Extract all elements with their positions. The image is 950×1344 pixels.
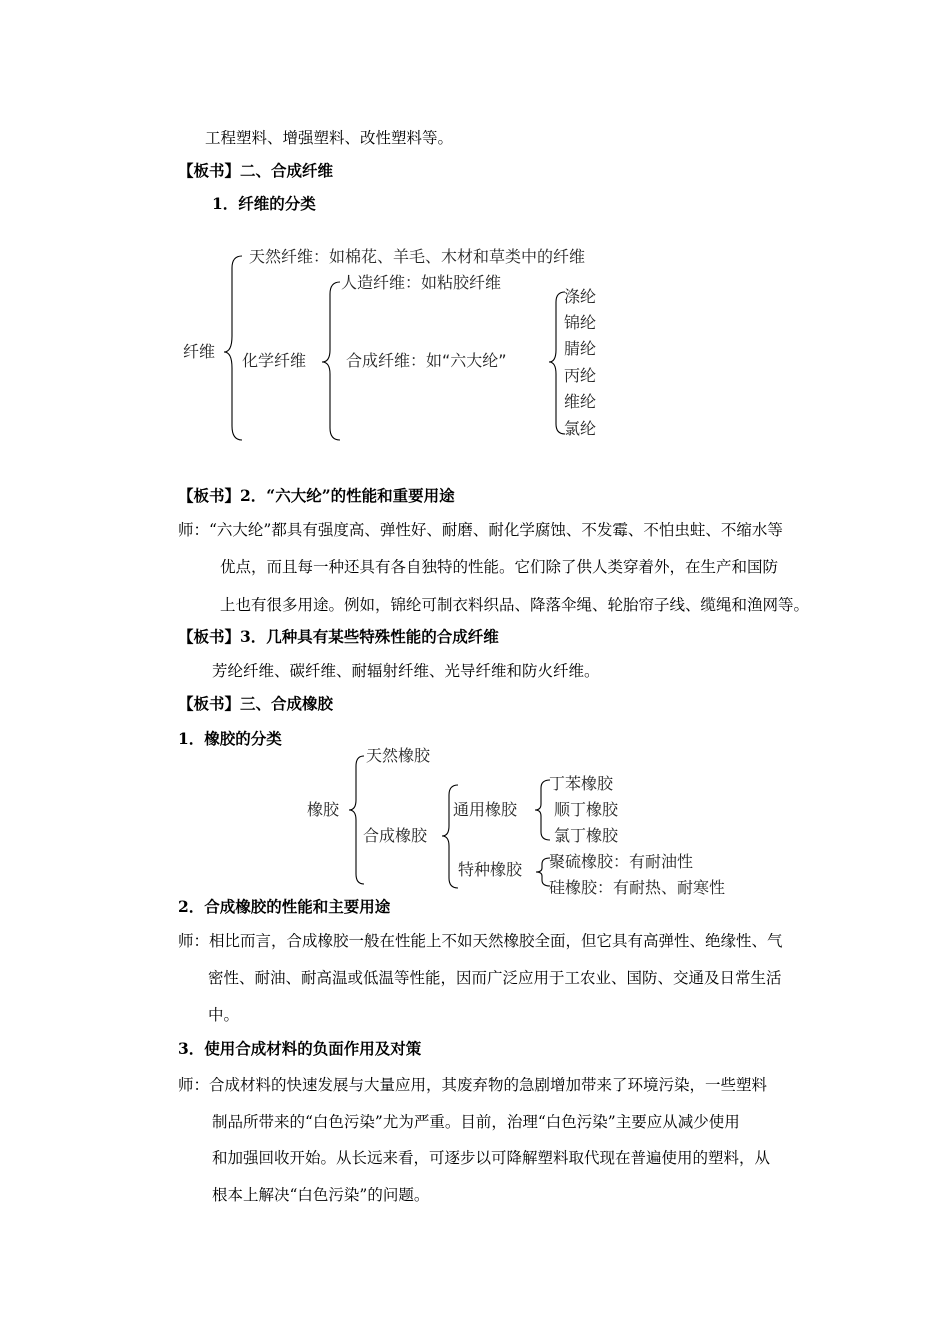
six-fiber-item: 涤纶 [564,287,597,306]
general-rubber-label: 通用橡胶 [453,800,518,819]
general-rubber-item: 氯丁橡胶 [554,826,619,845]
paragraph-special-fibers: 芳纶纤维、碳纤维、耐辐射纤维、光导纤维和防火纤维。 [212,662,600,680]
natural-rubber-label: 天然橡胶 [366,746,431,765]
special-rubber-item: 硅橡胶：有耐热、耐寒性 [549,878,726,897]
heading-synthetic-rubber: 【板书】三、合成橡胶 [178,694,334,713]
rubber-main-brace [349,756,364,884]
paragraph-negative-1: 师：合成材料的快速发展与大量应用，其废弃物的急剧增加带来了环境污染，一些塑料 [178,1076,768,1094]
six-fiber-item: 锦纶 [564,313,597,332]
paragraph-rubber-1: 师：相比而言，合成橡胶一般在性能上不如天然橡胶全面，但它具有高弹性、绝缘性、气 [178,932,783,950]
general-rubber-item: 丁苯橡胶 [549,774,614,793]
heading-rubber-performance: 2．合成橡胶的性能和主要用途 [178,897,391,916]
fiber-root-label: 纤维 [183,342,216,361]
text-engineering-plastics: 工程塑料、增强塑料、改性塑料等。 [205,129,454,147]
six-fiber-item: 氯纶 [564,419,597,438]
heading-six-fibers: 【板书】2．“六大纶”的性能和重要用途 [178,486,455,505]
synthetic-rubber-label: 合成橡胶 [363,826,428,845]
paragraph-six-fibers-2: 优点，而且每一种还具有各自独特的性能。它们除了供人类穿着外，在生产和国防 [220,558,779,576]
six-fiber-item: 维纶 [564,392,597,411]
general-rubber-item: 顺丁橡胶 [554,800,619,819]
chemical-fiber-label: 化学纤维 [242,351,307,370]
natural-fiber-label: 天然纤维：如棉花、羊毛、木材和草类中的纤维 [249,247,586,266]
artificial-fiber-label: 人造纤维：如粘胶纤维 [341,273,502,292]
fiber-chemical-brace [322,282,340,440]
paragraph-rubber-3: 中。 [208,1006,240,1024]
heading-synthetic-fiber: 【板书】二、合成纤维 [178,161,334,180]
rubber-special-brace [536,858,550,886]
six-fiber-item: 丙纶 [564,366,597,385]
heading-special-fibers: 【板书】3．几种具有某些特殊性能的合成纤维 [178,627,499,646]
paragraph-negative-2: 制品所带来的“白色污染”尤为严重。目前，治理“白色污染”主要应从减少使用 [212,1113,740,1131]
paragraph-rubber-2: 密性、耐油、耐高温或低温等性能，因而广泛应用于工农业、国防、交通及日常生活 [208,969,782,987]
paragraph-negative-3: 和加强回收开始。从长远来看，可逐步以可降解塑料取代现在普遍使用的塑料，从 [212,1149,771,1167]
fiber-main-brace [224,256,242,440]
paragraph-negative-4: 根本上解决“白色污染”的问题。 [212,1186,430,1204]
rubber-general-brace [535,780,550,840]
heading-rubber-classification: 1．橡胶的分类 [178,729,282,748]
fiber-synthetic-brace [549,292,565,434]
special-rubber-label: 特种橡胶 [458,860,523,879]
rubber-root-label: 橡胶 [307,800,340,819]
heading-fiber-classification: 1．纤维的分类 [212,194,316,213]
six-fiber-item: 腈纶 [564,339,597,358]
paragraph-six-fibers-3: 上也有很多用途。例如，锦纶可制衣料织品、降落伞绳、轮胎帘子线、缆绳和渔网等。 [220,596,810,614]
synthetic-fiber-label: 合成纤维：如“六大纶” [346,351,507,370]
special-rubber-item: 聚硫橡胶：有耐油性 [549,852,694,871]
paragraph-six-fibers-1: 师：“六大纶”都具有强度高、弹性好、耐磨、耐化学腐蚀、不发霉、不怕虫蛀、不缩水等 [178,521,783,539]
heading-negative-effects: 3．使用合成材料的负面作用及对策 [178,1039,422,1058]
